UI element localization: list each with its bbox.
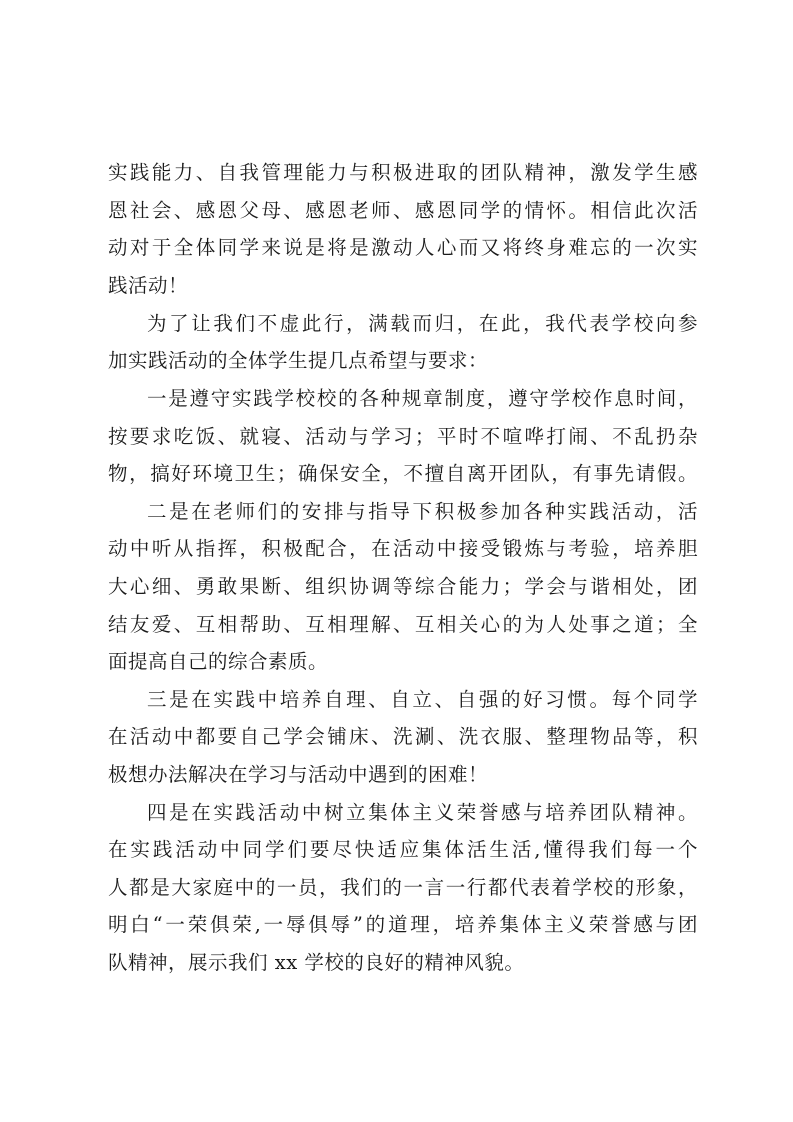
text-line: 实践能力、自我管理能力与积极进取的团队精神，激发学生感 <box>108 161 698 184</box>
text-line: 极想办法解决在学习与活动中遇到的困难！ <box>108 763 489 786</box>
text-line: 动中听从指挥，积极配合，在活动中接受锻炼与考验，培养胆 <box>108 537 698 561</box>
paragraph-first-line: 三是在实践中培养自理、自立、自强的好习惯。每个同学 <box>147 687 698 711</box>
text-line: 动对于全体同学来说是将是激动人心而又将终身难忘的一次实 <box>108 236 698 260</box>
text-line: 人都是大家庭中的一员，我们的一言一行都代表着学校的形象， <box>108 875 698 899</box>
text-line: 践活动！ <box>108 273 189 297</box>
text-line: 加实践活动的全体学生提几点希望与要求： <box>108 349 489 373</box>
text-line: 在实践活动中同学们要尽快适应集体活生活,懂得我们每一个 <box>108 838 698 862</box>
document-body <box>108 154 698 982</box>
text-line: 恩社会、感恩父母、感恩老师、感恩同学的情怀。相信此次活 <box>108 198 698 222</box>
text-line: 大心细、勇敢果断、组织协调等综合能力；学会与谐相处，团 <box>108 575 698 599</box>
text-line: 在活动中都要自己学会铺床、洗涮、洗衣服、整理物品等，积 <box>108 725 698 749</box>
text-line: 物，搞好环境卫生；确保安全，不擅自离开团队，有事先请假。 <box>108 462 698 486</box>
text-line: 结友爱、互相帮助、互相理解、互相关心的为人处事之道；全 <box>108 612 698 636</box>
text-line: 面提高自己的综合素质。 <box>108 650 329 674</box>
paragraph-first-line: 一是遵守实践学校校的各种规章制度，遵守学校作息时间， <box>147 387 698 411</box>
text-line: 按要求吃饭、就寝、活动与学习；平时不喧哗打闹、不乱扔杂 <box>108 424 698 448</box>
paragraph-first-line: 四是在实践活动中树立集体主义荣誉感与培养团队精神。 <box>147 800 698 824</box>
text-line: 队精神，展示我们 xx 学校的良好的精神风貌。 <box>108 950 525 974</box>
paragraph-first-line: 二是在老师们的安排与指导下积极参加各种实践活动，活 <box>147 499 698 523</box>
text-line: 明白“一荣俱荣,一辱俱辱”的道理，培养集体主义荣誉感与团 <box>108 913 698 937</box>
paragraph-first-line: 为了让我们不虚此行，满载而归，在此，我代表学校向参 <box>147 311 698 335</box>
